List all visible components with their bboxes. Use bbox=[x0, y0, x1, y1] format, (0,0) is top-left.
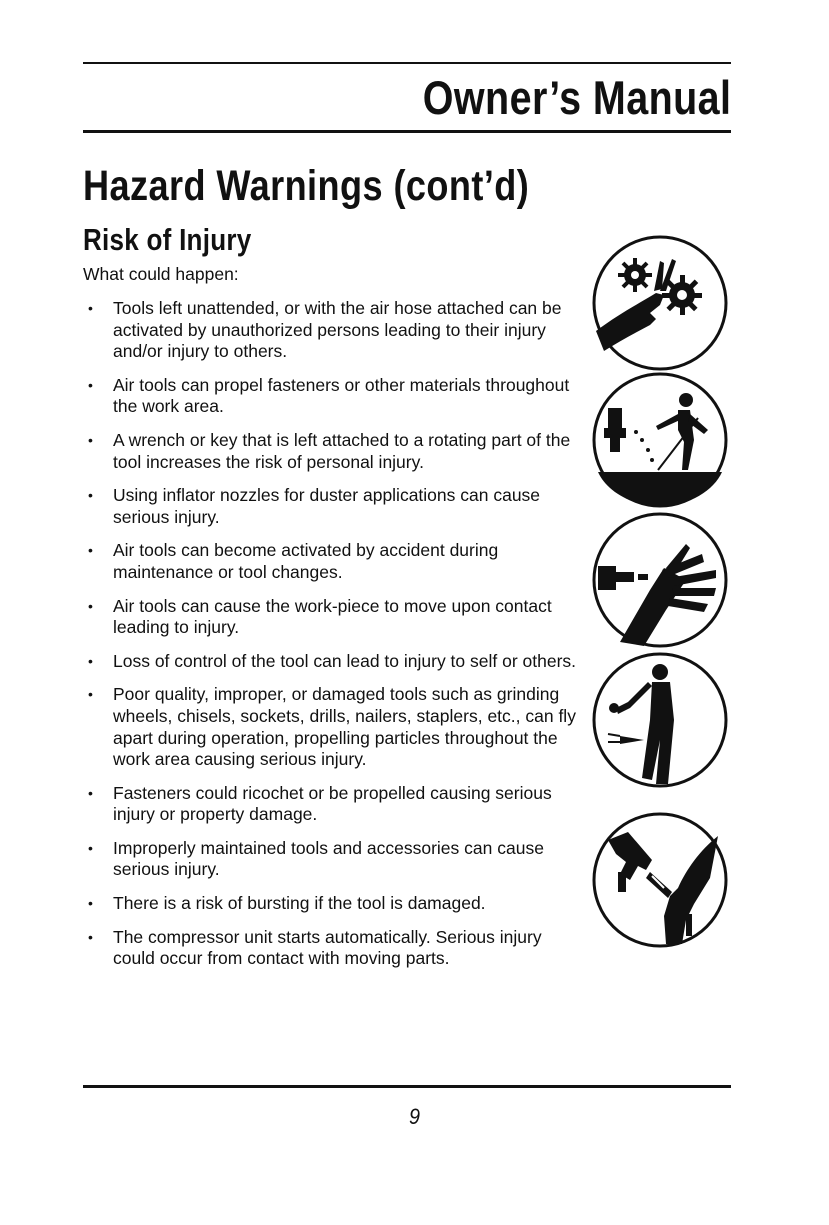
page-number: 9 bbox=[408, 1104, 421, 1129]
list-item bbox=[83, 838, 578, 881]
section-title: Hazard Warnings (cont’d) bbox=[83, 162, 530, 210]
list-item bbox=[83, 783, 578, 826]
list-item bbox=[83, 596, 578, 639]
list-item bbox=[83, 684, 578, 770]
list-item bbox=[83, 430, 578, 473]
list-item-text: Using inflator nozzles for duster applications can cause serious injury. bbox=[113, 485, 541, 527]
bullet-icon: • bbox=[88, 839, 93, 856]
bullet-icon: • bbox=[88, 784, 93, 801]
list-item bbox=[83, 927, 578, 970]
bullet-icon: • bbox=[88, 542, 93, 559]
projectile-person-icon bbox=[590, 650, 730, 790]
list-item-text: Loss of control of the tool can lead to injury to self or others. bbox=[113, 650, 577, 671]
manual-title: Owner’s Manual bbox=[422, 71, 731, 124]
list-item-text: Fasteners could ricochet or be propelled causing serious injury or property damage. bbox=[113, 782, 552, 825]
list-item-text: Air tools can become activated by accident during maintenance or tool changes. bbox=[113, 540, 499, 582]
bullet-icon: • bbox=[88, 431, 93, 448]
bullet-icon: • bbox=[88, 300, 93, 316]
list-item bbox=[83, 375, 578, 418]
hand-gear-entanglement-icon bbox=[590, 233, 730, 373]
header-rule bbox=[83, 130, 731, 133]
hand-wrench-icon bbox=[590, 810, 730, 950]
intro-text: What could happen: bbox=[83, 264, 239, 284]
bullet-icon: • bbox=[88, 376, 93, 393]
list-item bbox=[83, 540, 578, 583]
list-item-text: Air tools can cause the work-piece to move upon contact leading to injury. bbox=[113, 595, 552, 638]
top-rule bbox=[83, 62, 731, 64]
list-item-text: A wrench or key that is left attached to a rotating part of the tool increases the risk of personal injury. bbox=[113, 429, 571, 472]
list-item bbox=[83, 298, 578, 363]
flying-particles-person-icon bbox=[590, 370, 730, 510]
list-item-text: Poor quality, improper, or damaged tools such as grinding wheels, chisels, sockets, drills, nailers, staplers, etc., can fly apart during operation, propelling particles throughout the work area causing serious injury. bbox=[113, 684, 576, 770]
hand-tool-injury-icon bbox=[590, 510, 730, 650]
list-item-text: Tools left unattended, or with the air hose attached can be activated by unauthorized persons leading to their injury and/or injury to others. bbox=[113, 298, 562, 362]
bullet-icon: • bbox=[88, 487, 93, 504]
bullet-icon: • bbox=[88, 686, 93, 703]
list-item bbox=[83, 651, 578, 673]
list-item-text: There is a risk of bursting if the tool is damaged. bbox=[113, 893, 486, 914]
subsection-title: Risk of Injury bbox=[83, 222, 252, 257]
bullet-icon: • bbox=[88, 895, 93, 912]
hazard-list bbox=[83, 298, 578, 982]
list-item bbox=[83, 893, 578, 915]
list-item-text: Improperly maintained tools and accessories can cause serious injury. bbox=[113, 837, 544, 880]
list-item-text: Air tools can propel fasteners or other materials throughout the work area. bbox=[113, 374, 570, 417]
bullet-icon: • bbox=[88, 597, 93, 614]
bullet-icon: • bbox=[88, 928, 93, 945]
footer-rule bbox=[83, 1085, 731, 1088]
bullet-icon: • bbox=[88, 652, 93, 669]
list-item-text: The compressor unit starts automatically. Serious injury could occur from contact with moving parts. bbox=[113, 926, 542, 969]
list-item bbox=[83, 485, 578, 528]
